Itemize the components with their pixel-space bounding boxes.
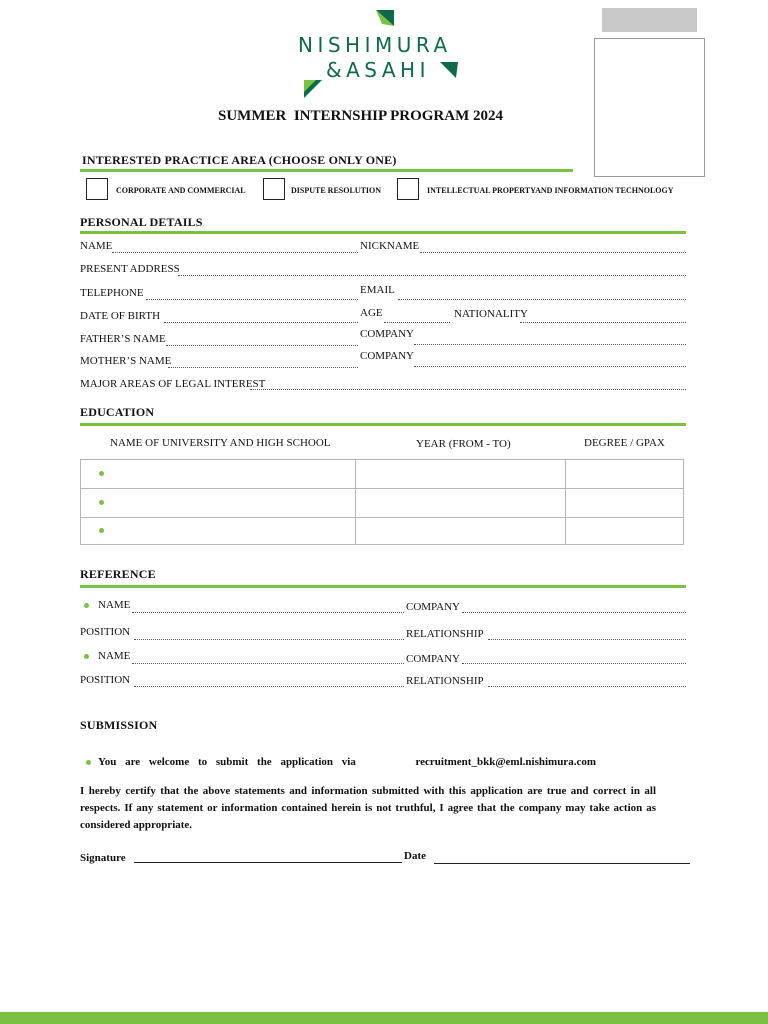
email-label: EMAIL xyxy=(360,284,395,296)
telephone-label: TELEPHONE xyxy=(80,287,144,299)
nickname-label: NICKNAME xyxy=(360,240,420,252)
reference-2-position-field[interactable] xyxy=(134,686,404,687)
option-corporate-label: CORPORATE AND COMMERCIAL xyxy=(116,186,246,195)
logo-line-1: NISHIMURA xyxy=(298,33,452,57)
reference-1-relationship-field[interactable] xyxy=(488,639,686,640)
signature-field[interactable] xyxy=(134,862,402,863)
practice-heading: INTERESTED PRACTICE AREA (CHOOSE ONLY ONE) xyxy=(82,153,397,167)
checkbox-dispute[interactable] xyxy=(263,178,285,200)
education-col-school: NAME OF UNIVERSITY AND HIGH SCHOOL xyxy=(110,437,331,449)
education-rule xyxy=(80,423,686,426)
submission-bullet xyxy=(86,760,91,765)
reference-rule xyxy=(80,585,686,588)
reference-1-name-field[interactable] xyxy=(132,612,404,613)
age-field[interactable] xyxy=(384,322,450,323)
reference-2-company-label: COMPANY xyxy=(406,653,461,665)
reference-2-position-label: POSITION xyxy=(80,674,131,686)
reference-2-relationship-field[interactable] xyxy=(488,686,686,687)
table-divider xyxy=(565,460,566,544)
mother-label: MOTHER’S NAME xyxy=(80,355,172,367)
father-field[interactable] xyxy=(166,345,358,346)
date-field[interactable] xyxy=(434,863,690,864)
reference-1-position-label: POSITION xyxy=(80,626,131,638)
submission-line xyxy=(98,756,596,768)
reference-2-company-field[interactable] xyxy=(462,663,686,664)
name-label: NAME xyxy=(80,240,113,252)
name-field[interactable] xyxy=(112,252,358,253)
age-label: AGE xyxy=(360,307,383,319)
reference-heading: REFERENCE xyxy=(80,567,156,581)
education-col-degree: DEGREE / GPAX xyxy=(584,437,665,449)
reference-1-relationship-label: RELATIONSHIP xyxy=(406,628,484,640)
education-heading: EDUCATION xyxy=(80,405,155,419)
nationality-label: NATIONALITY xyxy=(454,308,528,320)
date-label: Date xyxy=(404,850,426,862)
mother-company-field[interactable] xyxy=(414,366,686,367)
reference-1-bullet xyxy=(84,603,89,608)
submission-text: You are welcome to submit the application via xyxy=(98,756,356,768)
reference-1-company-field[interactable] xyxy=(462,612,686,613)
nationality-field[interactable] xyxy=(520,322,686,323)
table-row-bullet xyxy=(99,528,104,533)
father-label: FATHER’S NAME xyxy=(80,333,166,345)
reference-2-relationship-label: RELATIONSHIP xyxy=(406,675,484,687)
reference-2-name-label: NAME xyxy=(98,650,131,662)
signature-label: Signature xyxy=(80,852,126,864)
reference-2-name-field[interactable] xyxy=(132,663,404,664)
table-divider xyxy=(355,460,356,544)
certification-text: I hereby certify that the above statements and information submitted with this application are true and correct in all respects. If any statement or information contained herein is not truthful, I agree that the company may take action as considered appropriate. xyxy=(80,785,656,831)
table-row-divider xyxy=(81,488,683,489)
reference-1-company-label: COMPANY xyxy=(406,601,461,613)
reference-2-bullet xyxy=(84,654,89,659)
personal-heading: PERSONAL DETAILS xyxy=(80,215,203,229)
father-company-field[interactable] xyxy=(414,344,686,345)
dob-field[interactable] xyxy=(164,322,358,323)
present-address-field[interactable] xyxy=(178,275,686,276)
education-col-year: YEAR (FROM - TO) xyxy=(416,438,511,450)
present-address-label: PRESENT ADDRESS xyxy=(80,263,180,275)
nickname-field[interactable] xyxy=(420,252,686,253)
table-row-bullet xyxy=(99,471,104,476)
option-ip-it-label: INTELLECTUAL PROPERTYAND INFORMATION TECHNOLOGY xyxy=(427,186,674,195)
mother-field[interactable] xyxy=(168,367,358,368)
reference-1-position-field[interactable] xyxy=(134,639,404,640)
legal-interest-label: MAJOR AREAS OF LEGAL INTEREST xyxy=(80,378,266,390)
dob-label: DATE OF BIRTH xyxy=(80,310,161,322)
mother-company-label: COMPANY xyxy=(360,350,415,362)
submission-email-link[interactable]: recruitment_bkk@eml.nishimura.com xyxy=(415,756,596,768)
practice-rule xyxy=(80,169,573,172)
logo xyxy=(290,8,470,100)
submission-heading: SUBMISSION xyxy=(80,718,158,732)
photo-tab xyxy=(602,8,697,32)
footer-bar xyxy=(0,1012,768,1024)
table-row-divider xyxy=(81,517,683,518)
checkbox-ip-it[interactable] xyxy=(397,178,419,200)
father-company-label: COMPANY xyxy=(360,328,415,340)
reference-1-name-label: NAME xyxy=(98,599,131,611)
personal-rule xyxy=(80,231,686,234)
telephone-field[interactable] xyxy=(146,299,358,300)
logo-triangle-right xyxy=(440,62,458,78)
logo-triangle-bottom xyxy=(304,80,322,98)
page-title: SUMMER INTERNSHIP PROGRAM 2024 xyxy=(218,108,504,124)
email-field[interactable] xyxy=(398,299,686,300)
legal-interest-field[interactable] xyxy=(250,389,686,390)
logo-triangle-top xyxy=(376,10,396,26)
table-row-bullet xyxy=(99,500,104,505)
checkbox-corporate[interactable] xyxy=(86,178,108,200)
logo-line-2: &ASAHI xyxy=(326,58,430,82)
education-table xyxy=(80,459,684,545)
option-dispute-label: DISPUTE RESOLUTION xyxy=(291,186,382,195)
photo-box[interactable] xyxy=(594,38,705,177)
